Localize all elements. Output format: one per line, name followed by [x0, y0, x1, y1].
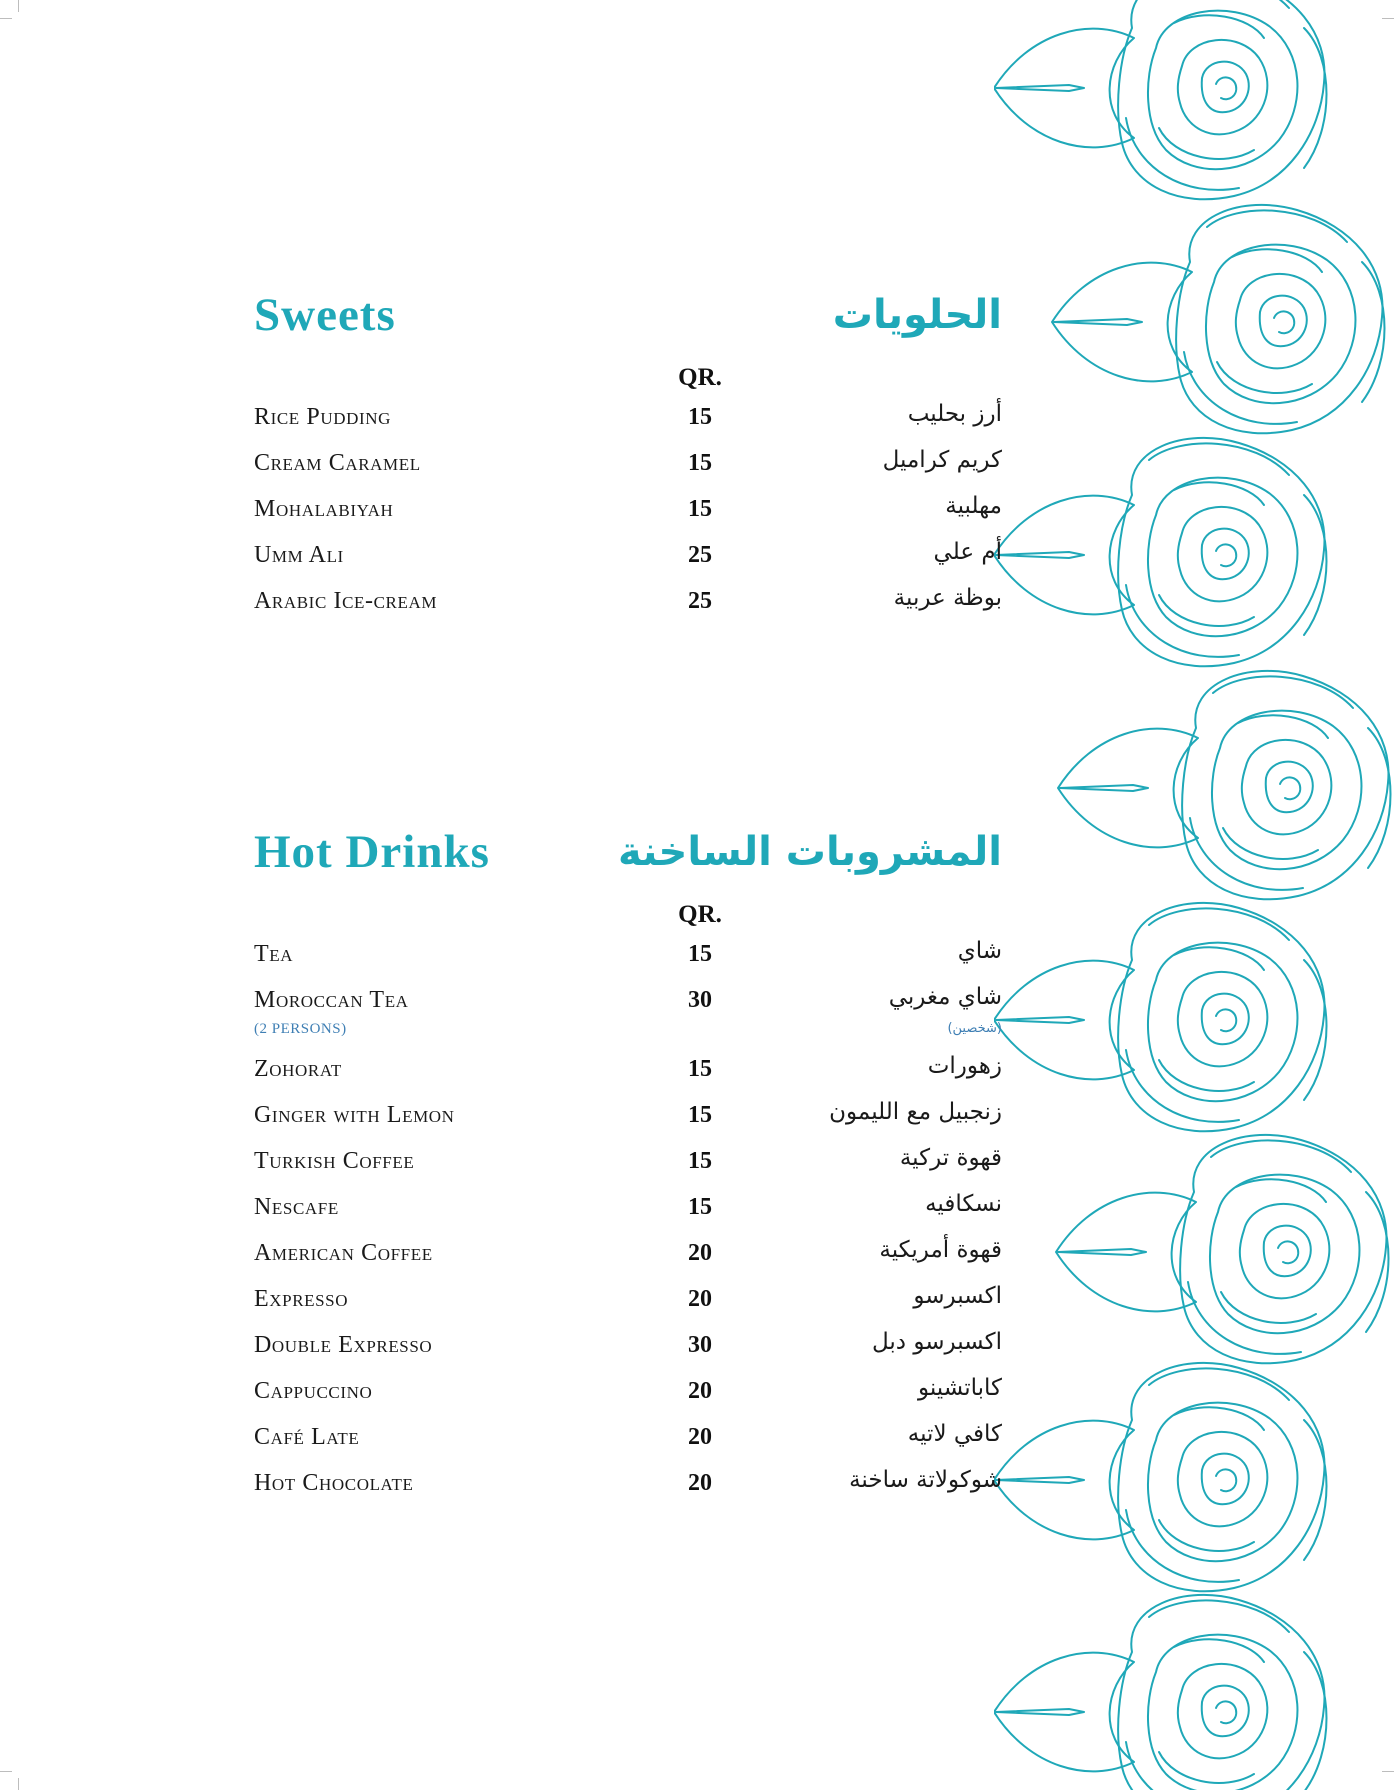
item-name-ar: شاي مغربي [888, 984, 1002, 1010]
item-name-en: Cappuccino [254, 1378, 373, 1404]
menu-item-row: Nescafe 15 نسكافيه [254, 1191, 1002, 1220]
item-name-ar: قهوة تركية [899, 1145, 1002, 1171]
crop-mark-top-left [0, 18, 12, 19]
menu-item-row: Cappuccino 20 كاباتشينو [254, 1375, 1002, 1404]
item-name-ar: كافي لاتيه [907, 1421, 1002, 1447]
item-name-ar: أرز بحليب [907, 401, 1002, 427]
menu-item-row: Turkish Coffee 15 قهوة تركية [254, 1145, 1002, 1174]
item-name-ar: كريم كراميل [882, 447, 1002, 473]
sweets-header [254, 289, 1002, 352]
item-name-ar: زهورات [927, 1053, 1002, 1079]
item-name-ar: شوكولاتة ساخنة [849, 1467, 1002, 1493]
item-name-ar: مهلبية [945, 493, 1002, 519]
item-name-en: Nescafe [254, 1194, 339, 1220]
sweets-title-ar: الحلويات [832, 292, 1002, 338]
hot-drinks-item-list [254, 938, 1002, 1516]
menu-item-row: Cream Caramel 15 كريم كراميل [254, 447, 1002, 476]
menu-item-row: Arabic Ice-cream 25 بوظة عربية [254, 585, 1002, 614]
item-name-ar: زنجبيل مع الليمون [829, 1099, 1002, 1125]
menu-item-row: Expresso 20 اكسبرسو [254, 1283, 1002, 1312]
item-name-en: Expresso [254, 1286, 349, 1312]
menu-item-row: American Coffee 20 قهوة أمريكية [254, 1237, 1002, 1266]
item-name-ar: كاباتشينو [917, 1375, 1002, 1401]
menu-item-row: Rice Pudding 15 أرز بحليب [254, 401, 1002, 430]
item-name-en: Turkish Coffee [254, 1148, 415, 1174]
item-name-en: Ginger with Lemon [254, 1102, 455, 1128]
hot-drinks-section: Hot Drinks المشروبات الساخنة QR. Tea 15 شاي Moroccan Tea (2 PERSONS) 30 شاي مغربي (شخصين) Zohorat 15 زهورات Ginger with Lemon 15 زنجبيل مع الليمون Turkish Coffee 15 قهوة تركية Nescafe 15 نسكافيه American Coffee 20 قهوة أمريكية Expresso 20 اكسبرسو Double Expresso 30 اكسبرسو دبل Cappuccino 20 كاباتشينو Café Late 20 كافي لاتيه Hot Chocolate 20 شوكولاتة ساخنة [254, 829, 1002, 889]
hot-drinks-header [254, 826, 1002, 889]
menu-item-row: Mohalabiyah 15 مهلبية [254, 493, 1002, 522]
item-name-ar: أم علي [933, 539, 1002, 565]
item-name-en: Arabic Ice-cream [254, 588, 438, 614]
item-name-en: Mohalabiyah [254, 496, 394, 522]
menu-item-row: Café Late 20 كافي لاتيه [254, 1421, 1002, 1450]
hot-drinks-title-en: Hot Drinks [254, 826, 490, 878]
item-name-ar: اكسبرسو [913, 1283, 1002, 1309]
item-name-ar: شاي [957, 938, 1002, 964]
item-name-en: Rice Pudding [254, 404, 391, 430]
item-name-en: Moroccan Tea [254, 987, 409, 1013]
sweets-title-en: Sweets [254, 289, 396, 341]
item-name-ar: قهوة أمريكية [879, 1237, 1002, 1263]
item-name-en: American Coffee [254, 1240, 433, 1266]
item-name-ar: بوظة عربية [893, 585, 1002, 611]
menu-item-row: Tea 15 شاي [254, 938, 1002, 967]
item-name-en: Zohorat [254, 1056, 342, 1082]
menu-item-row: Double Expresso 30 اكسبرسو دبل [254, 1329, 1002, 1358]
hot-drinks-title-ar: المشروبات الساخنة [617, 829, 1002, 875]
item-name-ar: اكسبرسو دبل [871, 1329, 1002, 1355]
menu-item-row: Hot Chocolate 20 شوكولاتة ساخنة [254, 1467, 1002, 1496]
menu-item-row: Zohorat 15 زهورات [254, 1053, 1002, 1082]
item-name-en: Café Late [254, 1424, 360, 1450]
item-name-en: Cream Caramel [254, 450, 421, 476]
sweets-section: Sweets الحلويات QR. Rice Pudding 15 أرز بحليب Cream Caramel 15 كريم كراميل Mohalabiyah 15 مهلبية Umm Ali 25 أم علي Arabic Ice-cream 25 بوظة عربية [254, 292, 1002, 352]
item-name-en: Umm Ali [254, 542, 344, 568]
item-name-en: Double Expresso [254, 1332, 433, 1358]
item-name-en: Tea [254, 941, 294, 967]
item-note-en: (2 PERSONS) [254, 1021, 347, 1037]
menu-item-row: Umm Ali 25 أم علي [254, 539, 1002, 568]
item-name-ar: نسكافيه [925, 1191, 1002, 1217]
menu-item-row: Moroccan Tea (2 PERSONS) 30 شاي مغربي (شخصين) [254, 984, 1002, 1037]
crop-mark-bottom-left [0, 1771, 12, 1772]
item-name-en: Hot Chocolate [254, 1470, 414, 1496]
crop-mark-bottom-left [18, 1778, 19, 1790]
item-note-ar: (شخصين) [947, 1021, 1002, 1036]
menu-item-row: Ginger with Lemon 15 زنجبيل مع الليمون [254, 1099, 1002, 1128]
crop-mark-top-left [18, 0, 19, 12]
sweets-item-list [254, 401, 1002, 634]
rose-pattern-decoration [994, 0, 1394, 1790]
